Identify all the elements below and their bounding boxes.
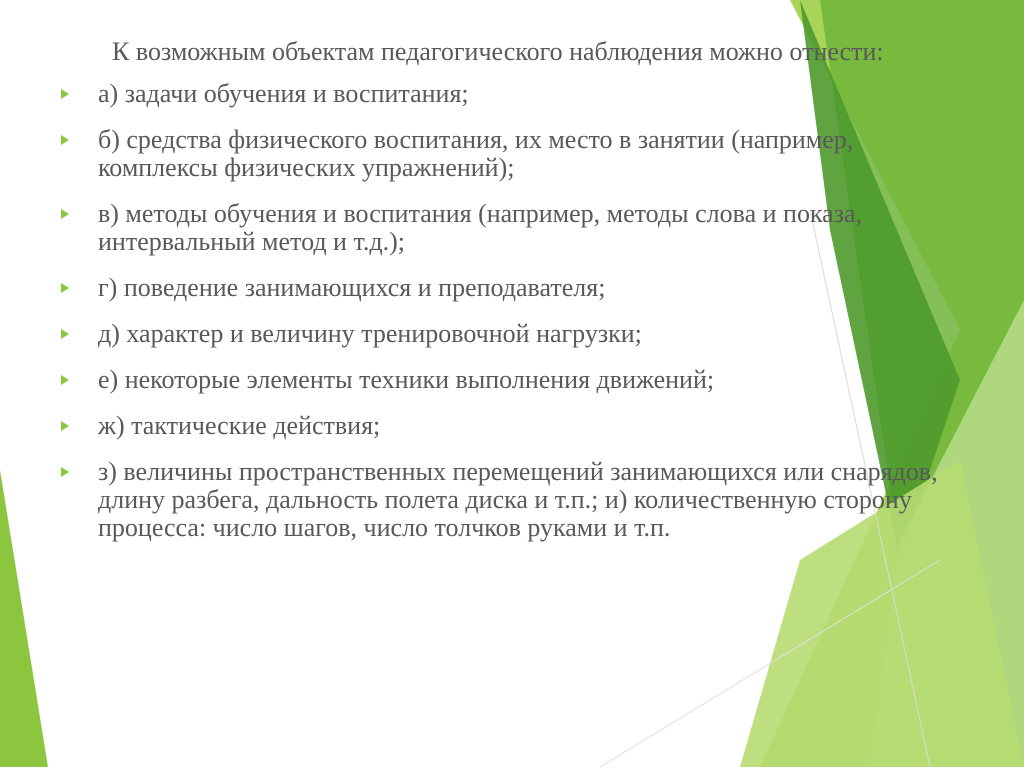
list-item-text: а) задачи обучения и воспитания; [98,79,469,108]
list-item [60,320,940,348]
list-item-text: г) поведение занимающихся и преподавателя; [98,273,606,302]
list-item-text: ж) тактические действия; [98,411,381,440]
list-item [60,80,940,108]
list-item [60,200,940,256]
left-green-wedge [0,470,48,767]
intro-text: К возможным объектам педагогического наблюдения можно отнести: [112,37,884,66]
triangle-right-icon [61,329,69,339]
list-item-text: д) характер и величину тренировочной нагрузки; [98,319,642,348]
list-item [60,458,940,542]
list-item [60,274,940,302]
triangle-right-icon [61,421,69,431]
list-item-text: б) средства физического воспитания, их место в занятии (например, комплексы физических упражнений); [98,125,854,182]
bullet-list [60,80,940,542]
triangle-right-icon [61,375,69,385]
list-item-text: е) некоторые элементы техники выполнения движений; [98,365,715,394]
list-item-text: в) методы обучения и воспитания (например, методы слова и показа, интервальный метод и т.д.); [98,199,863,256]
triangle-right-icon [61,467,69,477]
triangle-right-icon [61,135,69,145]
list-item [60,366,940,394]
triangle-right-icon [61,283,69,293]
list-item [60,126,940,182]
list-item-text: з) величины пространственных перемещений занимающихся или снарядов, длину разбега, дальность полета диска и т.п.; и) количественную сторону процесса: число шагов, число толчков руками и т.п. [98,457,938,542]
triangle-right-icon [61,209,69,219]
list-item [60,412,940,440]
triangle-right-icon [61,89,69,99]
slide-content [60,38,940,560]
